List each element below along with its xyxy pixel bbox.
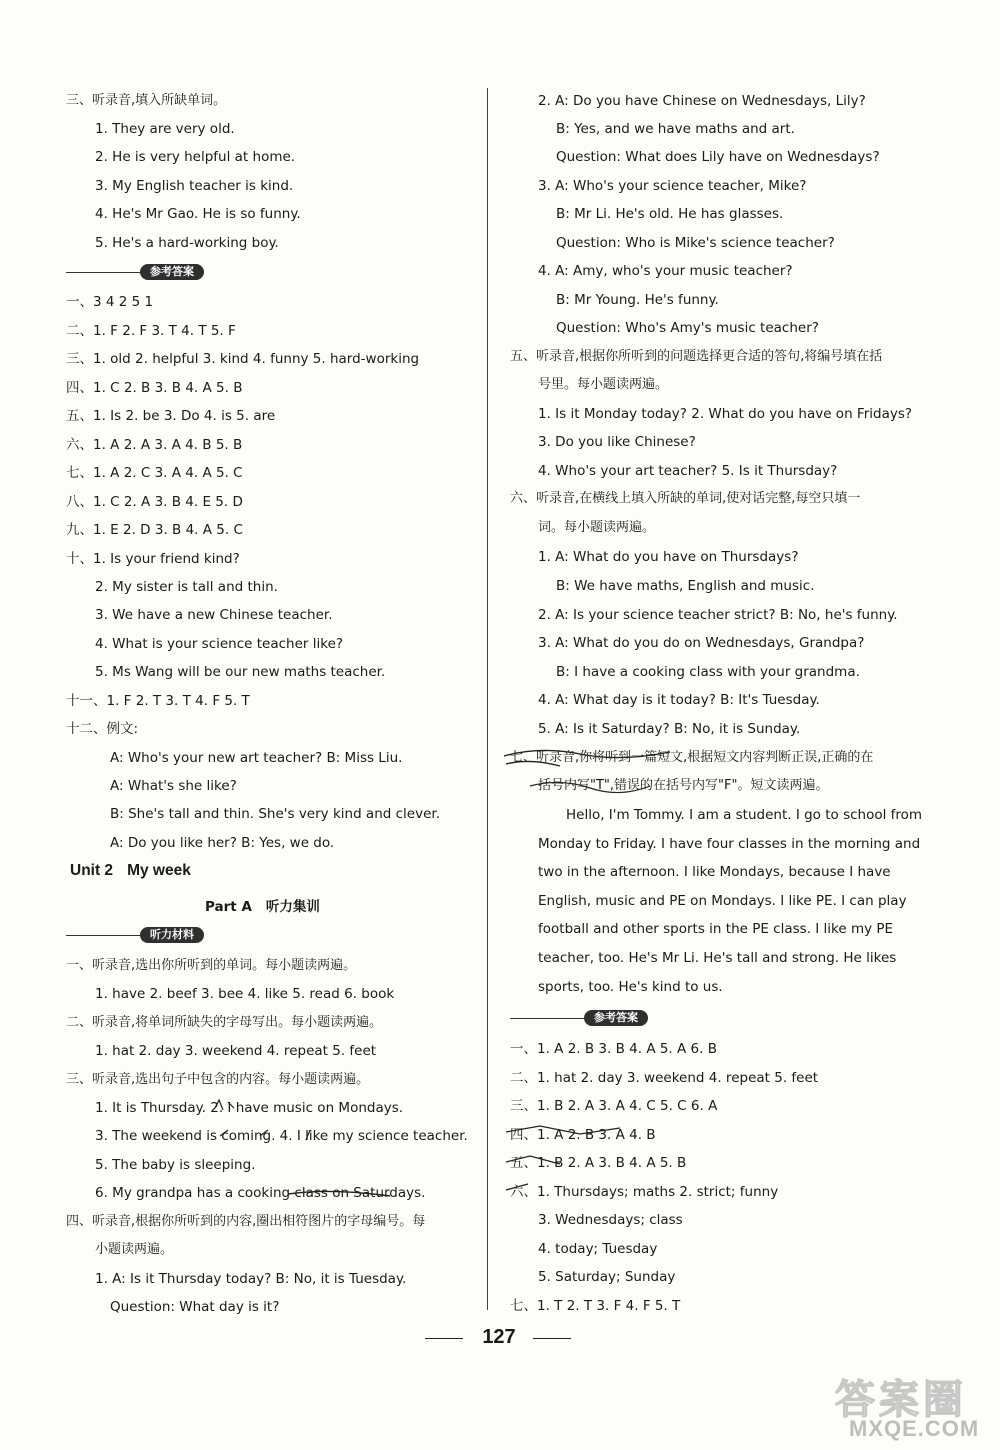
answer-line: 一、3 4 2 5 1	[66, 294, 154, 310]
answer-line: 十二、例文:	[66, 721, 139, 737]
text-line: 3. My English teacher is kind.	[95, 178, 294, 194]
text-line: 5. He's a hard-working boy.	[95, 235, 279, 251]
section-heading-cont: 号里。每小题读两遍。	[538, 377, 669, 392]
page-number	[425, 1326, 575, 1350]
section-heading-cont: 词。每小题读两遍。	[538, 520, 656, 535]
listening-tag: 听力材料	[140, 927, 204, 943]
answer-line: 2. My sister is tall and thin.	[95, 579, 278, 595]
text-line: 4. A: What day is it today? B: It's Tuesday.	[538, 692, 820, 708]
section-heading-cont: 括号内写"T",错误的在括号内写"F"。短文读两遍。	[538, 778, 829, 793]
section-heading: 三、听录音,填入所缺单词。	[66, 93, 227, 108]
answer-line: 四、1. C 2. B 3. B 4. A 5. B	[66, 380, 243, 396]
unit-number: Unit 2	[70, 862, 114, 879]
text-line: 3. Do you like Chinese?	[538, 434, 696, 450]
text-line: Question: Who is Mike's science teacher?	[556, 235, 835, 251]
answer-line: 十一、1. F 2. T 3. T 4. F 5. T	[66, 693, 250, 709]
section-heading: 一、听录音,选出你所听到的单词。每小题读两遍。	[66, 958, 357, 973]
text-line: 4. Who's your art teacher? 5. Is it Thursday?	[538, 463, 838, 479]
part-title	[205, 895, 320, 915]
text-line: 3. A: What do you do on Wednesdays, Grandpa?	[538, 635, 865, 651]
answer-line: 六、1. A 2. A 3. A 4. B 5. B	[66, 437, 243, 453]
unit-subtitle: My week	[127, 862, 191, 879]
text-line: B: Yes, and we have maths and art.	[556, 121, 795, 137]
text-line: 1. It is Thursday. 2. I have music on Mondays.	[95, 1100, 404, 1116]
text-line: 1. A: What do you have on Thursdays?	[538, 549, 799, 565]
section-heading-cont: 小题读两遍。	[95, 1242, 174, 1257]
section-heading: 五、听录音,根据你所听到的问题选择更合适的答句,将编号填在括	[510, 349, 883, 364]
answer-line: 六、1. Thursdays; maths 2. strict; funny	[510, 1184, 779, 1200]
section-heading: 三、听录音,选出句子中包含的内容。每小题读两遍。	[66, 1072, 370, 1087]
answer-line: 4. What is your science teacher like?	[95, 636, 344, 652]
answer-line: 三、1. old 2. helpful 3. kind 4. funny 5. hard-working	[66, 351, 420, 367]
text-line: 2. He is very helpful at home.	[95, 149, 296, 165]
text-line: B: Mr Li. He's old. He has glasses.	[556, 206, 784, 222]
passage-line: two in the afternoon. I like Mondays, because I have	[538, 864, 891, 880]
answer-tag: 参考答案	[584, 1010, 648, 1026]
answer-tag: 参考答案	[140, 264, 204, 280]
text-line: B: We have maths, English and music.	[556, 578, 815, 594]
answer-line: 九、1. E 2. D 3. B 4. A 5. C	[66, 522, 243, 538]
answer-line: 八、1. C 2. A 3. B 4. E 5. D	[66, 494, 243, 510]
passage-line: English, music and PE on Mondays. I like PE. I can play	[538, 893, 907, 909]
passage-line: football and other sports in the PE class. I like my PE	[538, 921, 894, 937]
text-line: 1. A: Is it Thursday today? B: No, it is Tuesday.	[95, 1271, 407, 1287]
answer-line: 5. Ms Wang will be our new maths teacher.	[95, 664, 386, 680]
answer-line: 五、1. B 2. A 3. B 4. A 5. B	[510, 1155, 687, 1171]
text-line: B: I have a cooking class with your grandma.	[556, 664, 860, 680]
text-line: 3. The weekend is coming. 4. I like my science teacher.	[95, 1128, 468, 1144]
passage-line: Monday to Friday. I have four classes in the morning and	[538, 836, 921, 852]
watermark-logo	[835, 1368, 995, 1448]
text-line: 5. The baby is sleeping.	[95, 1157, 256, 1173]
section-heading: 七、听录音,你将听到一篇短文,根据短文内容判断正误,正确的在	[510, 750, 874, 765]
answer-line: 二、1. hat 2. day 3. weekend 4. repeat 5. feet	[510, 1070, 819, 1086]
text-line: 4. A: Amy, who's your music teacher?	[538, 263, 793, 279]
dialog-line: A: Who's your new art teacher? B: Miss Liu.	[110, 750, 403, 766]
text-line: 5. A: Is it Saturday? B: No, it is Sunday.	[538, 721, 801, 737]
text-line: 6. My grandpa has a cooking class on Saturdays.	[95, 1185, 426, 1201]
text-line: 1. Is it Monday today? 2. What do you have on Fridays?	[538, 406, 913, 422]
watermark-text-en: MXQE.COM	[849, 1416, 980, 1441]
page-number-text: 127	[482, 1326, 516, 1348]
text-line: 2. A: Is your science teacher strict? B: No, he's funny.	[538, 607, 898, 623]
passage-line: Hello, I'm Tommy. I am a student. I go to school from	[566, 807, 923, 823]
watermark-text-zh: 答案圈	[835, 1377, 967, 1423]
text-line: 1. have 2. beef 3. bee 4. like 5. read 6. book	[95, 986, 395, 1002]
answer-line: 3. We have a new Chinese teacher.	[95, 607, 333, 623]
answer-tag-row	[66, 264, 226, 280]
answer-line: 3. Wednesdays; class	[538, 1212, 683, 1228]
unit-title	[70, 862, 191, 880]
text-line: Question: Who's Amy's music teacher?	[556, 320, 819, 336]
section-heading: 六、听录音,在横线上填入所缺的单词,使对话完整,每空只填一	[510, 491, 861, 506]
text-line: 1. They are very old.	[95, 121, 235, 137]
column-divider	[487, 88, 488, 1310]
answer-line: 4. today; Tuesday	[538, 1241, 658, 1257]
answer-line: 一、1. A 2. B 3. B 4. A 5. A 6. B	[510, 1041, 717, 1057]
answer-line: 二、1. F 2. F 3. T 4. T 5. F	[66, 323, 236, 339]
text-line: 3. A: Who's your science teacher, Mike?	[538, 178, 807, 194]
dialog-line: A: What's she like?	[110, 778, 237, 794]
dialog-line: A: Do you like her? B: Yes, we do.	[110, 835, 335, 851]
answer-line: 五、1. Is 2. be 3. Do 4. is 5. are	[66, 408, 276, 424]
text-line: 4. He's Mr Gao. He is so funny.	[95, 206, 301, 222]
answer-line: 七、1. A 2. C 3. A 4. A 5. C	[66, 465, 243, 481]
dialog-line: B: She's tall and thin. She's very kind and clever.	[110, 806, 440, 822]
section-heading: 四、听录音,根据你所听到的内容,圈出相符图片的字母编号。每	[66, 1214, 426, 1229]
text-line: Question: What does Lily have on Wednesdays?	[556, 149, 880, 165]
answer-line: 十、1. Is your friend kind?	[66, 551, 240, 567]
text-line: Question: What day is it?	[110, 1299, 280, 1315]
listening-tag-row	[66, 927, 226, 943]
answer-line: 四、1. A 2. B 3. A 4. B	[510, 1127, 656, 1143]
section-heading: 二、听录音,将单词所缺失的字母写出。每小题读两遍。	[66, 1015, 383, 1030]
answer-line: 5. Saturday; Sunday	[538, 1269, 676, 1285]
part-subtitle: 听力集训	[265, 899, 320, 915]
passage-line: teacher, too. He's Mr Li. He's tall and strong. He likes	[538, 950, 897, 966]
passage-line: sports, too. He's kind to us.	[538, 979, 723, 995]
answer-line: 三、1. B 2. A 3. A 4. C 5. C 6. A	[510, 1098, 718, 1114]
text-line: B: Mr Young. He's funny.	[556, 292, 719, 308]
text-line: 1. hat 2. day 3. weekend 4. repeat 5. feet	[95, 1043, 377, 1059]
answer-tag-row	[510, 1010, 670, 1026]
answer-line: 七、1. T 2. T 3. F 4. F 5. T	[510, 1298, 681, 1314]
part-label: Part A	[205, 899, 252, 915]
text-line: 2. A: Do you have Chinese on Wednesdays, Lily?	[538, 93, 866, 109]
